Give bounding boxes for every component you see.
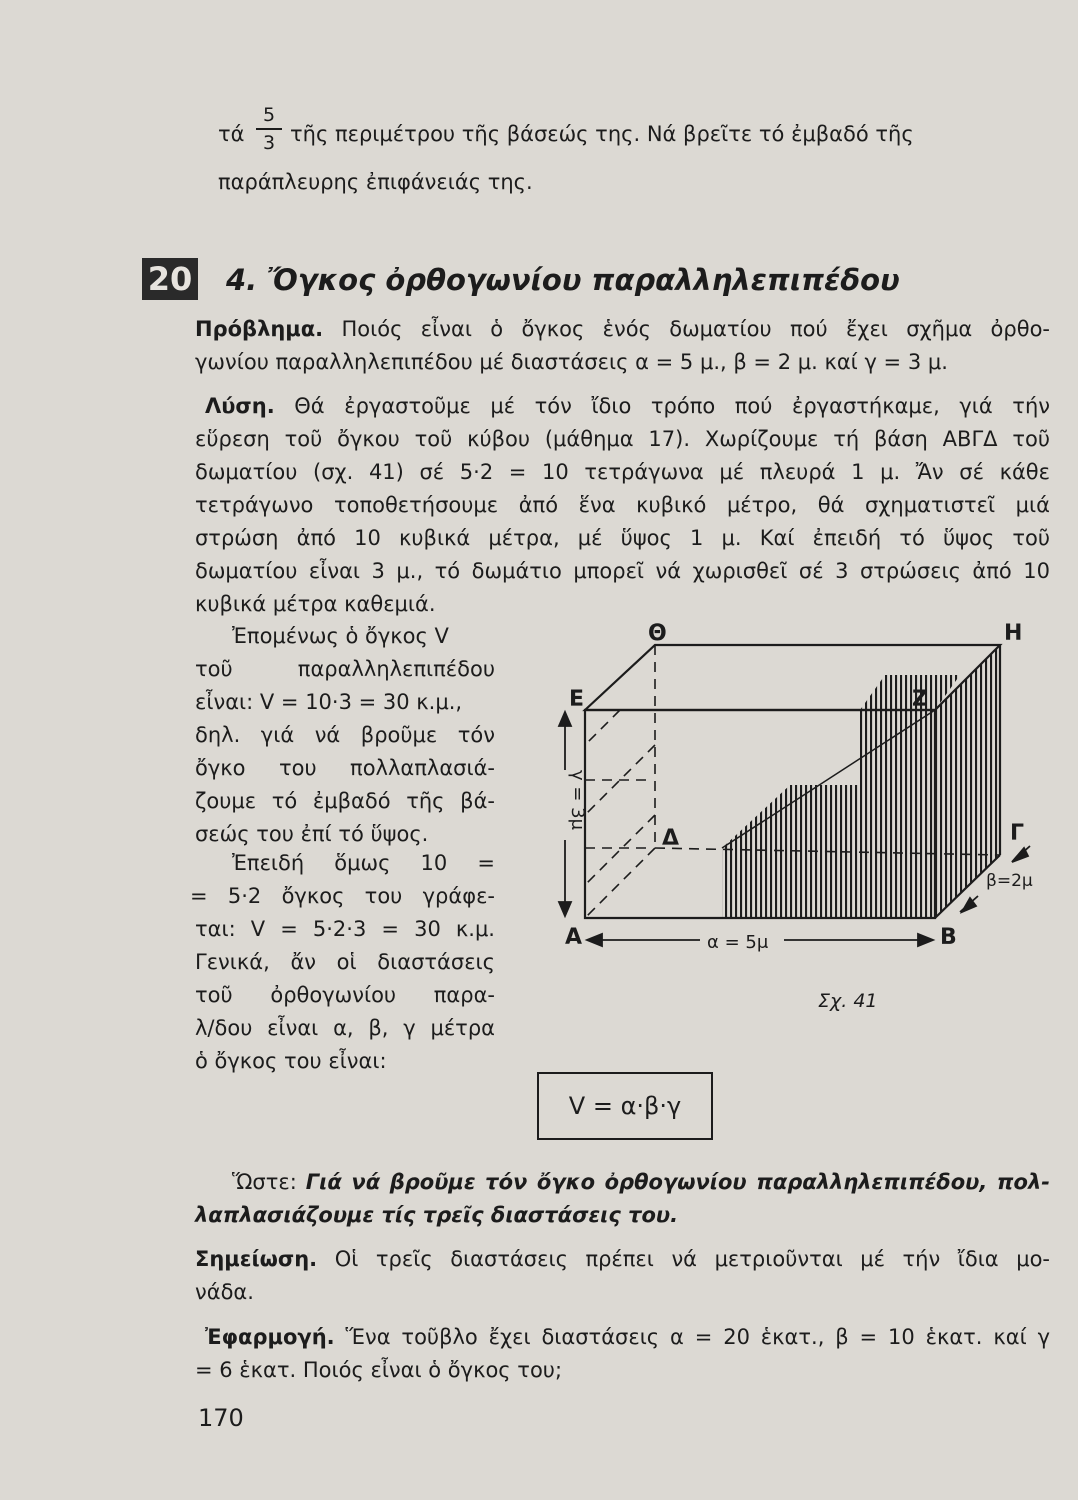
label-z: Ζ — [912, 687, 928, 712]
conclusion-rule: Γιά νά βροῦμε τόν ὄγκο ὀρθογωνίου παραλληλεπιπέδου, πολ- — [305, 1170, 1050, 1194]
left-col-line-6: ζουμε τό ἐμβαδό τῆς βά- — [195, 789, 495, 813]
hatch-front-high — [860, 710, 935, 785]
left-col-line-2: τοῦ παραλληλεπιπέδου — [195, 657, 495, 681]
solution-line-2: εὕρεση τοῦ ὄγκου τοῦ κύβου (μάθημα 17). Χωρίζουμε τή βάση ΑΒΓΔ τοῦ — [195, 427, 1050, 451]
left-col-line-8: Ἐπειδή ὅμως 10 = — [232, 851, 495, 875]
left-col-line-5: ὄγκο του πολλαπλασιά- — [195, 756, 495, 780]
top-line-1-pre: τά — [218, 122, 245, 146]
left-col-line-1: Ἐπομένως ὁ ὄγκος V — [232, 624, 449, 648]
left-col-line-13: λ/δου εἶναι α, β, γ μέτρα — [195, 1016, 495, 1040]
width-arrowhead-top — [1012, 848, 1028, 862]
height-arrow-top — [559, 712, 571, 726]
length-arrow-left — [587, 934, 602, 946]
problem-label: Πρόβλημα. — [195, 317, 324, 341]
label-th: Θ — [648, 621, 667, 646]
conclusion-line-2: λαπλασιάζουμε τίς τρεῖς διαστάσεις του. — [195, 1203, 679, 1227]
application-line-1: Ἐφαρμογή. Ἕνα τοῦβλο ἔχει διαστάσεις α = 20 ἑκατ., β = 10 ἑκατ. καί γ — [205, 1325, 1050, 1349]
solution-line-5: στρώση ἀπό 10 κυβικά μέτρα, μέ ὕψος 1 μ. Καί ἐπειδή τό ὕψος τοῦ — [195, 526, 1050, 550]
dim-b-label: β=2μ — [986, 871, 1033, 891]
length-arrow-right — [918, 934, 933, 946]
left-col-line-11: Γενικά, ἄν οἱ διαστάσεις — [195, 950, 495, 974]
label-e: Ε — [569, 687, 585, 712]
solution-line-4: τετράγωνο τοποθετήσουμε ἀπό ἕνα κυβικό μέτρο, θά σχηματιστεῖ μιά — [195, 493, 1050, 517]
section-title: 4. Ὄγκος ὀρθογωνίου παραλληλεπιπέδου — [226, 263, 900, 297]
note-label: Σημείωση. — [195, 1247, 318, 1271]
label-a: Α — [565, 925, 583, 950]
solution-label: Λύση. — [205, 394, 275, 418]
problem-line-1: Πρόβλημα. Ποιός εἶναι ὁ ὄγκος ἑνός δωματίου πού ἔχει σχῆμα ὀρθο- — [195, 317, 1050, 341]
solution-line-3: δωματίου (σχ. 41) σέ 5·2 = 10 τετράγωνα μέ πλευρά 1 μ. Ἄν σέ κάθε — [195, 460, 1050, 484]
hidden-diag-3 — [585, 815, 655, 885]
left-col-line-4: δηλ. γιά νά βροῦμε τόν — [195, 723, 495, 747]
left-col-line-10: ται: V = 5·2·3 = 30 κ.μ. — [195, 917, 495, 941]
fraction-denominator: 3 — [262, 132, 276, 154]
section-badge: 20 — [142, 258, 198, 300]
solution-line-6: δωματίου εἶναι 3 μ., τό δωμάτιο μπορεῖ νά χωρισθεῖ σέ 3 στρώσεις ἀπό 10 — [195, 559, 1050, 583]
fraction-numerator: 5 — [262, 104, 276, 126]
top-line-1: τῆς περιμέτρου τῆς βάσεώς της. Νά βρεῖτε τό ἐμβαδό τῆς — [290, 122, 914, 146]
conclusion-line-1 — [232, 1166, 1050, 1199]
top-line-2: παράπλευρης ἐπιφάνειάς της. — [218, 170, 533, 194]
page-number: 170 — [198, 1404, 244, 1432]
note-line-1: Σημείωση. Οἱ τρεῖς διαστάσεις πρέπει νά μετριοῦνται μέ τήν ἴδια μο- — [195, 1247, 1050, 1271]
left-col-line-12: τοῦ ὀρθογωνίου παρα- — [195, 983, 495, 1007]
label-b: Β — [940, 925, 957, 950]
volume-formula: V = α·β·γ — [537, 1072, 713, 1140]
label-d: Δ — [662, 826, 680, 851]
dim-a-label: α = 5μ — [707, 932, 769, 953]
left-col-line-7: σεώς του ἐπί τό ὕψος. — [195, 822, 429, 846]
diagonal-top — [585, 645, 655, 710]
label-h: Η — [1004, 621, 1023, 646]
dim-g-label: γ = 3μ — [567, 770, 588, 831]
application-line-2: = 6 ἑκατ. Ποιός εἶναι ὁ ὄγκος του; — [195, 1358, 563, 1382]
application-label: Ἐφαρμογή. — [205, 1325, 335, 1349]
problem-line-2: γωνίου παραλληλεπιπέδου μέ διαστάσεις α = 5 μ., β = 2 μ. καί γ = 3 μ. — [195, 350, 948, 374]
solution-line-7: κυβικά μέτρα καθεμιά. — [195, 592, 436, 616]
solution-line-1: Λύση. Θά ἐργαστοῦμε μέ τόν ἴδιο τρόπο πού ἐργαστήκαμε, γιά τήν — [205, 394, 1050, 418]
hidden-diag-1 — [585, 710, 620, 745]
left-col-line-9: = 5·2 ὄγκος του γράφε- — [190, 884, 495, 908]
left-col-line-14: ὁ ὄγκος του εἶναι: — [195, 1049, 387, 1073]
figure-caption: Σχ. 41 — [818, 990, 878, 1012]
left-col-line-3: εἶναι: V = 10·3 = 30 κ.μ., — [195, 690, 463, 714]
hidden-base-left — [585, 848, 655, 918]
hatch-front-low — [722, 848, 935, 918]
note-line-2: νάδα. — [195, 1280, 254, 1304]
conclusion-lead: Ὥστε: — [232, 1170, 306, 1194]
label-g: Γ — [1010, 821, 1025, 846]
height-arrow-bottom — [559, 902, 571, 916]
